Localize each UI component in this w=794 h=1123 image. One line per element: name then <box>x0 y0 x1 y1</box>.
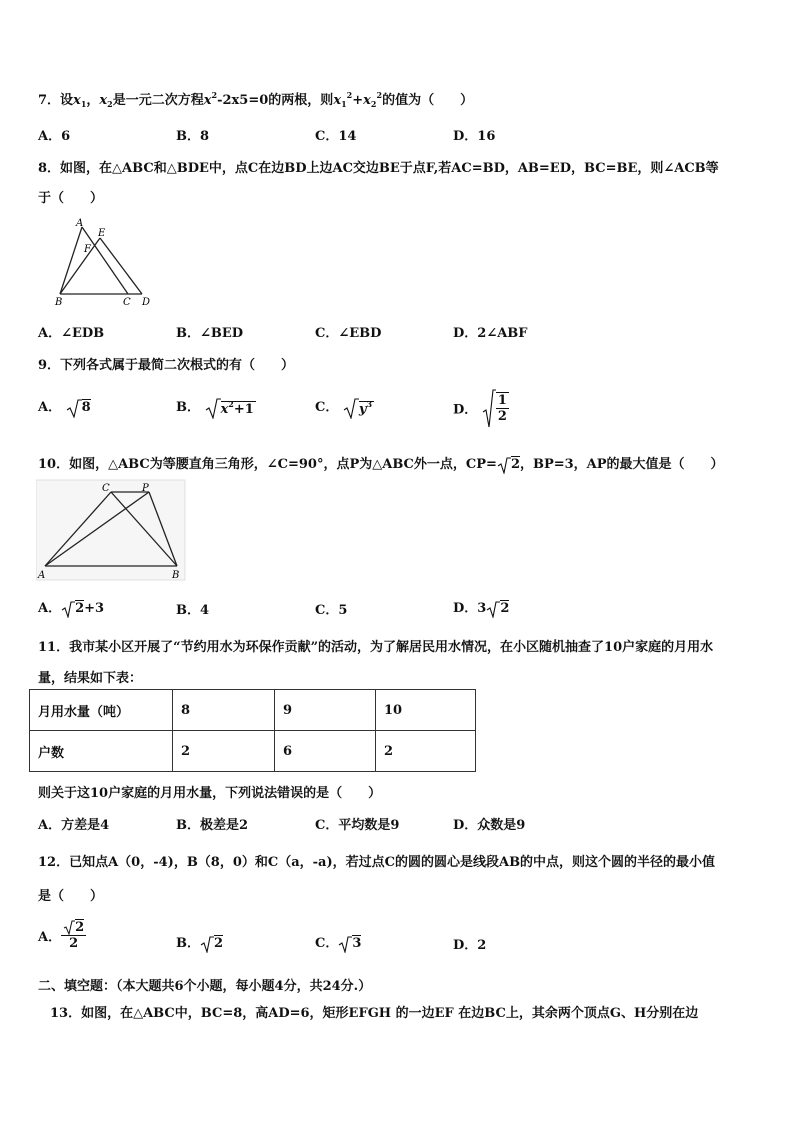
q8-label-c: C <box>123 297 131 308</box>
q10-stem: 10．如图，△ABC为等腰直角三角形，∠C=90°，点P为△ABC外一点，CP= 2，BP=3，AP的最大值是（ ） <box>38 457 724 472</box>
q8-label-b: B <box>55 297 63 308</box>
q8-label-f: F <box>84 244 91 255</box>
q7-stem: 7．设$x_1$，$x_2$是一元二次方程$x^2-2x5=0$的两根，则$x_1^2+x_2^2$的值为（ ） <box>38 90 474 109</box>
q11-stem-line1: 11．我市某小区开展了“节约用水为环保作贡献”的活动，为了解居民用水情况，在小区随机抽查了10户家庭的月用水 <box>38 640 714 655</box>
q10-label-p: P <box>142 483 149 494</box>
q11-stem-line2: 量，结果如下表： <box>38 671 143 686</box>
table-cell: 2 <box>376 731 476 772</box>
q9-b-radical-sign <box>205 397 221 419</box>
q12-option-c[interactable]: C． 3 <box>315 936 362 951</box>
q8-option-c[interactable]: C．∠EBD <box>315 326 382 341</box>
q12-stem-line2: 是（ ） <box>38 889 104 904</box>
q8-stem-line2: 于（ ） <box>38 191 104 206</box>
table-cell: 2 <box>173 731 275 772</box>
q10-figure <box>36 478 186 582</box>
q7-option-d[interactable]: D．16 <box>453 129 496 144</box>
q9-option-a[interactable]: A． 8 <box>38 396 91 418</box>
q10-d-radical-sign <box>486 600 500 618</box>
q7-option-b[interactable]: B．8 <box>176 129 210 144</box>
q11-table <box>29 689 476 772</box>
section2-heading: 二、填空题：（本大题共6个小题，每小题4分，共24分.） <box>38 979 372 994</box>
q7-option-a[interactable]: A．6 <box>38 129 71 144</box>
q9-option-b[interactable]: B． $x^2+1$ <box>176 398 254 417</box>
q10-a-radical-sign <box>61 600 75 618</box>
q9-option-d[interactable]: D． $\frac{1}{2}$ <box>453 388 509 428</box>
table-cell: 9 <box>275 690 376 731</box>
q10-option-d[interactable]: D．3 2 <box>453 601 510 616</box>
q10-label-a: A <box>38 570 46 581</box>
q8-label-d: D <box>142 297 151 308</box>
q8-figure <box>50 216 160 308</box>
q9-c-radical-sign <box>343 397 359 419</box>
q7-option-c[interactable]: C．14 <box>315 129 357 144</box>
table-row <box>30 690 476 731</box>
q11-option-b[interactable]: B．极差是2 <box>176 818 249 833</box>
table-row <box>30 731 476 772</box>
table-cell: 户数 <box>30 731 173 772</box>
q10-label-b: B <box>172 570 180 581</box>
table-cell: 6 <box>275 731 376 772</box>
table-cell: 月用水量（吨） <box>30 690 173 731</box>
q12-a-radical-sign <box>63 920 75 935</box>
q12-c-radical-sign <box>338 935 352 953</box>
q10-option-a[interactable]: A． 2+3 <box>38 601 105 616</box>
q8-option-b[interactable]: B．∠BED <box>176 326 244 341</box>
q12-option-a[interactable]: A． $\frac{2}{2}$ <box>38 920 85 951</box>
q11-option-c[interactable]: C．平均数是9 <box>315 818 400 833</box>
q8-option-d[interactable]: D．2∠ABF <box>453 326 528 341</box>
q12-stem-line1: 12．已知点A（0，-4)，B（8，0）和C（a，-a)，若过点C的圆的圆心是线段AB的中点，则这个圆的半径的最小值 <box>38 855 716 870</box>
q12-b-radical-sign <box>200 935 214 953</box>
q9-d-radical-sign <box>482 388 496 428</box>
q10-label-c: C <box>102 483 110 494</box>
table-cell: 10 <box>376 690 476 731</box>
q8-option-a[interactable]: A．∠EDB <box>38 326 105 341</box>
q11-option-d[interactable]: D．众数是9 <box>453 818 526 833</box>
q13-stem: 13．如图，在△ABC中，BC=8，高AD=6，矩形EFGH 的一边EF 在边BC上，其余两个顶点G、H分别在边 <box>50 1006 699 1021</box>
q11-stem-line3: 则关于这10户家庭的月用水量，下列说法错误的是（ ） <box>38 786 382 801</box>
q12-option-d[interactable]: D．2 <box>453 938 487 953</box>
q12-option-b[interactable]: B． 2 <box>176 936 224 951</box>
q10-stem-radical-sign <box>497 456 511 474</box>
q10-option-b[interactable]: B．4 <box>176 603 210 618</box>
table-cell: 8 <box>173 690 275 731</box>
q9-stem: 9．下列各式属于最简二次根式的有（ ） <box>38 358 295 373</box>
q10-option-c[interactable]: C．5 <box>315 603 348 618</box>
q11-option-a[interactable]: A．方差是4 <box>38 818 110 833</box>
q9-option-c[interactable]: C． $y^3$ <box>315 398 373 417</box>
q9-a-radical-sign <box>66 398 82 418</box>
q8-seg-ed <box>100 238 142 294</box>
q8-stem-line1: 8．如图，在△ABC和△BDE中，点C在边BD上边AC交边BE于点F,若AC=BD，AB=ED，BC=BE，则∠ACB等 <box>38 161 719 176</box>
q8-seg-be <box>60 238 100 294</box>
q8-label-a: A <box>76 218 84 229</box>
q8-seg-ab <box>60 227 82 294</box>
q8-label-e: E <box>98 228 106 239</box>
